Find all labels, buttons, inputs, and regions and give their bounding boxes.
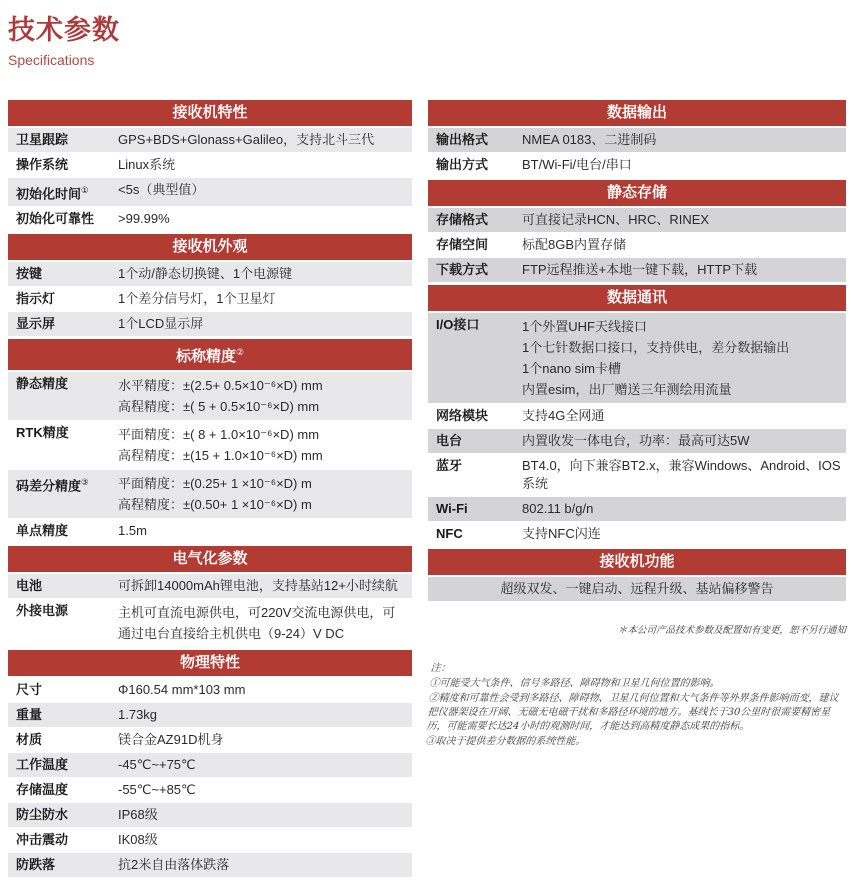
spec-row bbox=[8, 599, 412, 648]
spec-value bbox=[518, 313, 846, 403]
footnotes-block bbox=[425, 662, 849, 749]
spec-section bbox=[428, 549, 846, 602]
spec-value bbox=[114, 312, 412, 336]
spec-value-line: BT4.0，向下兼容BT2.x，兼容Windows、Android、IOS系统 bbox=[522, 458, 841, 491]
spec-row bbox=[8, 803, 412, 828]
spec-value bbox=[114, 574, 412, 598]
spec-value bbox=[518, 497, 846, 521]
spec-value-line: 高程精度：±(0.50+ 1 ×10⁻⁶×D) m bbox=[118, 497, 312, 513]
spec-value-line: FTP远程推送+本地一键下载，HTTP下载 bbox=[522, 262, 758, 277]
spec-row bbox=[8, 128, 412, 153]
spec-row bbox=[8, 678, 412, 703]
spec-section bbox=[428, 100, 846, 178]
spec-value bbox=[518, 429, 846, 453]
spec-label: 显示屏 bbox=[16, 316, 56, 332]
spec-row bbox=[428, 497, 846, 522]
spec-value-line: BT/Wi-Fi/电台/串口 bbox=[522, 157, 632, 172]
spec-value-line: 高程精度：±( 5 + 0.5×10⁻⁶×D) mm bbox=[118, 399, 320, 415]
spec-label: I/O接口 bbox=[436, 317, 480, 332]
section-header: 数据通讯 bbox=[428, 285, 846, 313]
spec-section bbox=[8, 546, 412, 648]
spec-value bbox=[114, 753, 412, 777]
spec-section bbox=[428, 180, 846, 283]
footnotes-title: 注： bbox=[430, 663, 451, 674]
spec-row bbox=[428, 128, 846, 153]
spec-row bbox=[8, 728, 412, 753]
spec-value-line: 可拆卸14000mAh锂电池，支持基站12+小时续航 bbox=[118, 578, 398, 594]
spec-value-line: 1个差分信号灯，1个卫星灯 bbox=[118, 291, 276, 307]
spec-value-line: IP68级 bbox=[118, 807, 158, 823]
spec-value bbox=[114, 207, 412, 231]
spec-row bbox=[8, 703, 412, 728]
spec-label: 蓝牙 bbox=[436, 458, 463, 473]
spec-row bbox=[8, 207, 412, 232]
spec-row bbox=[8, 574, 412, 599]
spec-row bbox=[428, 404, 846, 429]
spec-row bbox=[428, 153, 846, 178]
section-header: 接收机外观 bbox=[8, 234, 412, 262]
spec-label: 按键 bbox=[16, 266, 43, 282]
section-header: 电气化参数 bbox=[8, 546, 412, 574]
spec-label: 操作系统 bbox=[16, 157, 69, 172]
spec-label: 指示灯 bbox=[16, 291, 56, 307]
spec-label: RTK精度 bbox=[16, 425, 69, 441]
spec-value-line: 水平精度：±(2.5+ 0.5×10⁻⁶×D) mm bbox=[118, 378, 323, 394]
spec-value-line: IK08级 bbox=[118, 832, 158, 848]
spec-value-line: 镁合金AZ91D机身 bbox=[118, 732, 224, 748]
spec-label: 外接电源 bbox=[16, 603, 69, 619]
page-title: 技术参数 bbox=[8, 15, 120, 45]
spec-label: 材质 bbox=[16, 732, 43, 748]
spec-value-line: 1个LCD显示屏 bbox=[118, 316, 204, 332]
spec-value-line: 1个动/静态切换键、1个电源键 bbox=[118, 266, 293, 282]
spec-value bbox=[114, 853, 412, 877]
spec-row bbox=[428, 429, 846, 454]
spec-row bbox=[428, 233, 846, 258]
spec-section bbox=[8, 650, 412, 878]
spec-value bbox=[114, 470, 412, 518]
spec-value-line: 支持NFC闪连 bbox=[522, 526, 601, 541]
section-header: 物理特性 bbox=[8, 650, 412, 678]
spec-row bbox=[8, 778, 412, 803]
spec-label: 静态精度 bbox=[16, 376, 69, 392]
spec-value-line: 平面精度：±( 8 + 1.0×10⁻⁶×D) mm bbox=[118, 427, 320, 443]
spec-label: 初始化时间① bbox=[16, 185, 89, 202]
spec-label: 单点精度 bbox=[16, 523, 69, 539]
spec-value bbox=[114, 678, 412, 702]
spec-row bbox=[8, 287, 412, 312]
spec-label: 存储温度 bbox=[16, 782, 69, 798]
spec-row bbox=[428, 258, 846, 283]
spec-label: 尺寸 bbox=[16, 682, 43, 698]
spec-label: 卫星跟踪 bbox=[16, 132, 69, 147]
spec-value-line: 1.5m bbox=[118, 523, 147, 539]
spec-row bbox=[428, 208, 846, 233]
spec-row bbox=[8, 372, 412, 421]
spec-value bbox=[518, 208, 846, 232]
spec-value-line: 内置esim，出厂赠送三年测绘用流量 bbox=[522, 382, 732, 397]
footnote-2: ②精度和可靠性会受到多路径、障碍物、卫星几何位置和大气条件等外界条件影响而变，建议把仪器架设在开阔、无磁无电磁干扰和多路径环境的地方。基线长于30公里时很需要精密星历，可能需要长达24小时的观测时间，才能达到高精度静态成果的指标。 bbox=[426, 693, 839, 732]
spec-value-line: 抗2米自由落体跌落 bbox=[118, 857, 230, 873]
spec-row bbox=[8, 178, 412, 207]
spec-value-line: Φ160.54 mm*103 mm bbox=[118, 682, 246, 698]
spec-label: 网络模块 bbox=[436, 408, 489, 423]
spec-value bbox=[114, 372, 412, 420]
spec-value-line: 通过电台直接给主机供电（9-24）V DC bbox=[118, 626, 345, 642]
spec-label: 输出方式 bbox=[436, 157, 489, 172]
spec-value bbox=[518, 233, 846, 257]
spec-value-line: 高程精度：±(15 + 1.0×10⁻⁶×D) mm bbox=[118, 448, 323, 464]
spec-value-line: GPS+BDS+Glonass+Galileo，支持北斗三代 bbox=[118, 132, 375, 147]
spec-label: 防跌落 bbox=[16, 857, 56, 873]
spec-row bbox=[8, 753, 412, 778]
spec-column-right bbox=[425, 100, 847, 750]
section-header: 标称精度② bbox=[8, 339, 412, 372]
footnote-3: ③取决于提供差分数据的系统性能。 bbox=[425, 736, 586, 747]
spec-value bbox=[114, 803, 412, 827]
spec-tables-right bbox=[428, 100, 846, 602]
spec-label: 重量 bbox=[16, 707, 43, 723]
section-header: 数据输出 bbox=[428, 100, 846, 128]
footnote-1: ①可能受大气条件、信号多路径、障碍物和卫星几何位置的影响。 bbox=[429, 678, 720, 689]
spec-value-line: <5s（典型值） bbox=[118, 182, 205, 197]
spec-value bbox=[518, 128, 846, 152]
spec-label: 存储空间 bbox=[436, 237, 489, 252]
spec-label: 存储格式 bbox=[436, 212, 489, 227]
spec-value-line: 支持4G全网通 bbox=[522, 408, 605, 423]
section-header: 接收机特性 bbox=[8, 100, 412, 128]
spec-value-line: Linux系统 bbox=[118, 157, 176, 172]
spec-value bbox=[518, 522, 846, 546]
spec-label: Wi-Fi bbox=[436, 501, 468, 516]
section-header: 静态存储 bbox=[428, 180, 846, 208]
spec-label: 码差分精度③ bbox=[16, 477, 89, 494]
spec-value bbox=[114, 703, 412, 727]
spec-value-line: 802.11 b/g/n bbox=[522, 501, 594, 516]
spec-value bbox=[518, 153, 846, 177]
spec-value-line: 1个nano sim卡槽 bbox=[522, 361, 621, 376]
footnote-ref: ① bbox=[81, 185, 89, 195]
spec-value bbox=[114, 128, 412, 152]
spec-row bbox=[8, 312, 412, 337]
spec-value bbox=[114, 519, 412, 543]
spec-label: NFC bbox=[436, 526, 463, 541]
spec-value-line: 内置收发一体电台，功率：最高可达5W bbox=[522, 433, 750, 448]
spec-label: 下载方式 bbox=[436, 262, 489, 277]
spec-section bbox=[428, 285, 846, 547]
spec-label: 电池 bbox=[16, 578, 43, 594]
spec-row bbox=[428, 454, 846, 497]
spec-row bbox=[8, 519, 412, 544]
section-header: 接收机功能 bbox=[428, 549, 846, 577]
spec-row bbox=[8, 262, 412, 287]
change-notice-disclaimer: ＊本公司产品技术参数及配置如有变更，恕不另行通知 bbox=[617, 625, 847, 636]
spec-value-line: 主机可直流电源供电，可220V交流电源供电，可 bbox=[118, 605, 396, 621]
spec-section bbox=[8, 234, 412, 337]
page-subtitle: Specifications bbox=[8, 52, 95, 68]
spec-value bbox=[518, 258, 846, 282]
spec-row bbox=[428, 577, 846, 602]
spec-row bbox=[8, 828, 412, 853]
footnote-ref: ③ bbox=[81, 477, 89, 488]
spec-value bbox=[114, 153, 412, 177]
spec-value-line: 1个外置UHF天线接口 bbox=[522, 319, 647, 334]
spec-value bbox=[114, 178, 412, 206]
spec-value bbox=[114, 728, 412, 752]
spec-label: 电台 bbox=[436, 433, 463, 448]
spec-value bbox=[518, 404, 846, 428]
spec-value bbox=[114, 262, 412, 286]
spec-value-line: 1个七针数据口接口，支持供电，差分数据输出 bbox=[522, 340, 790, 355]
spec-label: 工作温度 bbox=[16, 757, 69, 773]
spec-value-line: 标配8GB内置存储 bbox=[522, 237, 627, 252]
spec-row bbox=[8, 153, 412, 178]
spec-section bbox=[8, 100, 412, 232]
footnote-ref: ② bbox=[235, 347, 245, 358]
page-header bbox=[8, 8, 842, 68]
spec-value bbox=[518, 454, 846, 496]
spec-value-line: 1.73kg bbox=[118, 707, 158, 723]
spec-value-line: NMEA 0183、二进制码 bbox=[522, 132, 657, 147]
spec-label: 冲击震动 bbox=[16, 832, 69, 848]
spec-row bbox=[428, 522, 846, 547]
spec-value bbox=[496, 577, 777, 601]
spec-columns bbox=[8, 100, 847, 880]
spec-row bbox=[428, 313, 846, 404]
spec-row bbox=[8, 421, 412, 470]
spec-value bbox=[114, 287, 412, 311]
spec-label: 初始化可靠性 bbox=[16, 211, 95, 227]
spec-section bbox=[8, 339, 412, 544]
spec-value-line: >99.99% bbox=[118, 211, 170, 227]
spec-value-line: 超级双发、一键启动、远程升级、基站偏移警告 bbox=[500, 581, 774, 596]
spec-row bbox=[8, 470, 412, 519]
spec-label: 防尘防水 bbox=[16, 807, 69, 823]
spec-value bbox=[114, 421, 412, 469]
spec-row bbox=[8, 853, 412, 878]
spec-column-left bbox=[8, 100, 412, 880]
spec-value-line: -45℃~+75℃ bbox=[118, 757, 196, 773]
spec-value-line: 可直接记录HCN、HRC、RINEX bbox=[522, 212, 710, 227]
spec-value-line: -55℃~+85℃ bbox=[118, 782, 196, 798]
spec-label: 输出格式 bbox=[436, 132, 489, 147]
spec-value-line: 平面精度：±(0.25+ 1 ×10⁻⁶×D) m bbox=[118, 476, 312, 492]
spec-value bbox=[114, 778, 412, 802]
spec-value bbox=[114, 599, 412, 647]
